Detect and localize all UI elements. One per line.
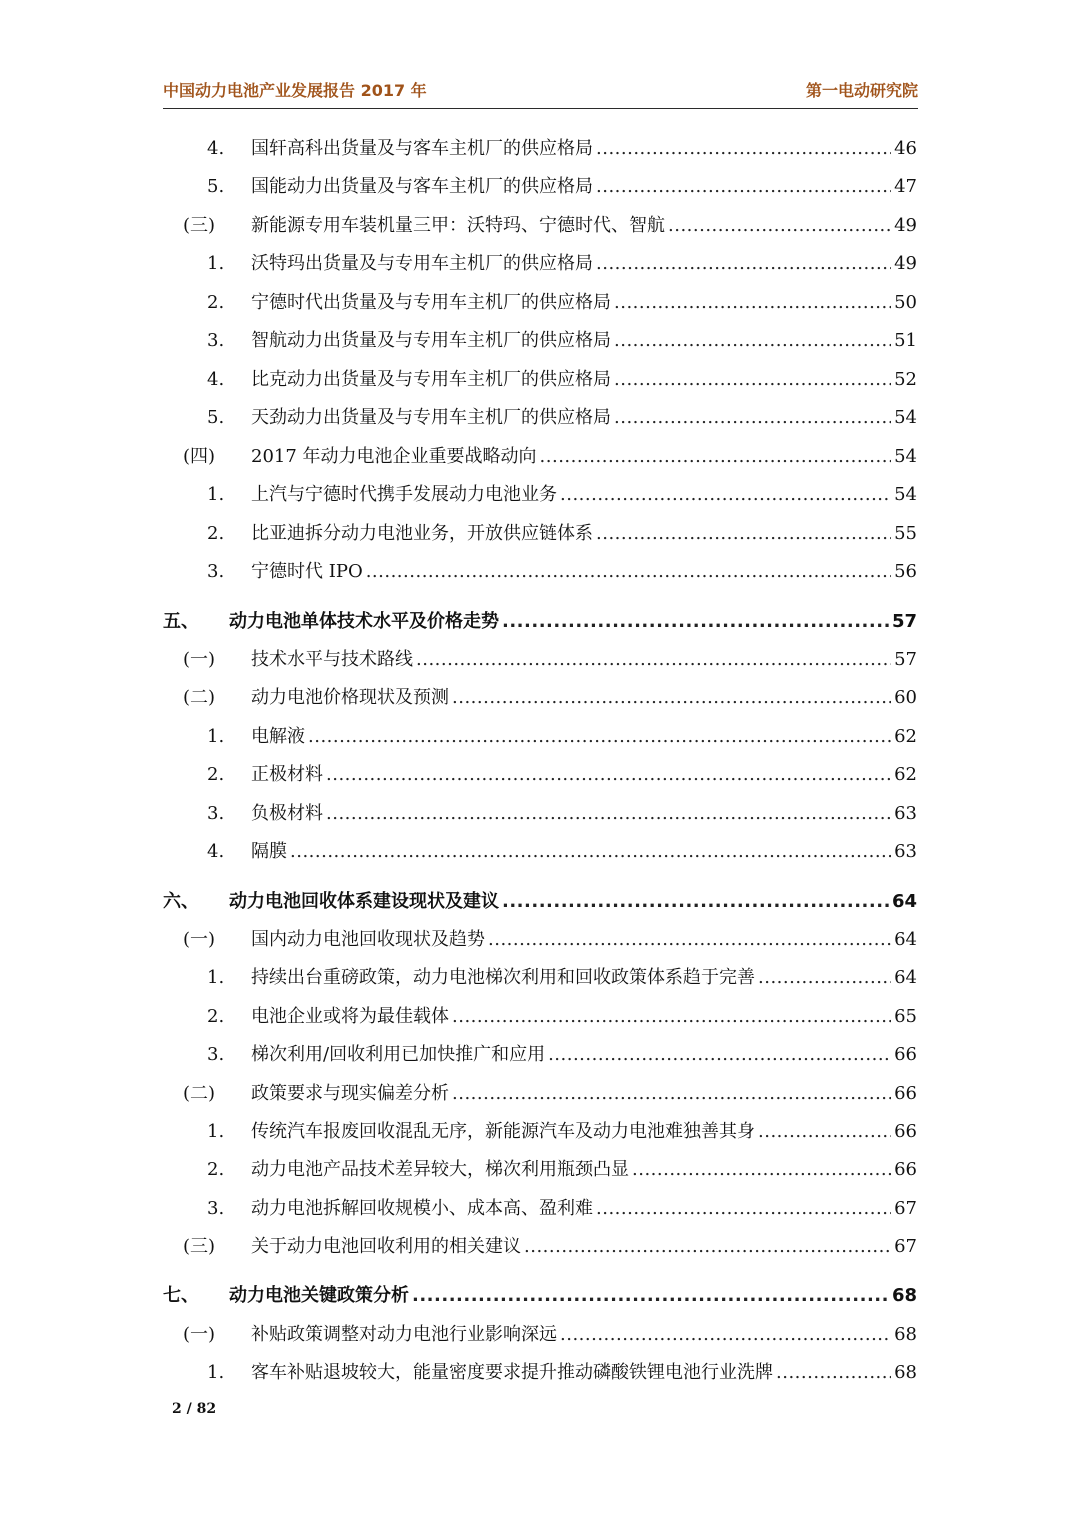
toc-dot-leader [614,290,891,316]
toc-entry-page: 68 [894,1324,917,1345]
toc-entry-title: 比克动力出货量及与专用车主机厂的供应格局 [251,369,611,390]
toc-entry-title: 动力电池单体技术水平及价格走势 [229,611,499,632]
toc-entry-title: 政策要求与现实偏差分析 [251,1083,449,1104]
toc-entry-number: 1. [207,253,225,274]
toc-entry[interactable] [163,482,917,508]
toc-dot-leader [548,1042,891,1068]
toc-entry-number: (三) [183,215,216,236]
toc-entry-page: 64 [891,891,917,912]
toc-entry-title: 比亚迪拆分动力电池业务，开放供应链体系 [251,523,593,544]
toc-entry-title: 新能源专用车装机量三甲：沃特玛、宁德时代、智航 [251,215,665,236]
toc-dot-leader [488,927,891,953]
toc-entry[interactable] [163,1234,917,1260]
toc-entry[interactable] [163,328,917,354]
toc-entry-title: 电池企业或将为最佳载体 [251,1006,449,1027]
toc-entry-page: 65 [894,1006,917,1027]
toc-entry[interactable] [163,609,917,635]
toc-entry-number: 七、 [163,1285,199,1306]
toc-entry-page: 66 [894,1044,917,1065]
toc-entry-number: 3. [207,1198,225,1219]
toc-entry-number: 5. [207,407,225,428]
toc-entry-page: 62 [894,764,917,785]
toc-entry[interactable] [163,1081,917,1107]
toc-entry-title: 动力电池回收体系建设现状及建议 [229,891,499,912]
toc-entry-title: 传统汽车报废回收混乱无序，新能源汽车及动力电池难独善其身 [251,1121,755,1142]
toc-entry-title: 宁德时代出货量及与专用车主机厂的供应格局 [251,292,611,313]
toc-entry[interactable] [163,927,917,953]
toc-entry-number: 2. [207,764,225,785]
toc-entry[interactable] [163,444,917,470]
toc-entry-number: (四) [183,446,216,467]
toc-entry-page: 67 [894,1236,917,1257]
toc-entry-title: 上汽与宁德时代携手发展动力电池业务 [251,484,557,505]
toc-entry-number: 1. [207,967,225,988]
toc-entry-title: 国轩高科出货量及与客车主机厂的供应格局 [251,138,593,159]
toc-entry-title: 负极材料 [251,803,323,824]
toc-entry[interactable] [163,685,917,711]
toc-entry-title: 动力电池产品技术差异较大，梯次利用瓶颈凸显 [251,1159,629,1180]
toc-dot-leader [596,251,891,277]
toc-dot-leader [758,965,891,991]
toc-entry-number: 2. [207,1006,225,1027]
toc-entry[interactable] [163,889,917,915]
toc-entry[interactable] [163,405,917,431]
page-number: 2 / 82 [172,1401,217,1417]
toc-entry-page: 46 [894,138,917,159]
toc-entry-number: 4. [207,369,225,390]
toc-dot-leader [452,685,891,711]
toc-entry-title: 补贴政策调整对动力电池行业影响深远 [251,1324,557,1345]
toc-entry-page: 51 [894,330,917,351]
toc-entry[interactable] [163,174,917,200]
toc-dot-leader [326,801,891,827]
toc-dot-leader [596,136,891,162]
toc-entry-number: (一) [183,1324,216,1345]
toc-entry-page: 68 [894,1362,917,1383]
toc-entry-title: 客车补贴退坡较大，能量密度要求提升推动磷酸铁锂电池行业洗牌 [251,1362,773,1383]
toc-dot-leader [290,839,891,865]
toc-dot-leader [308,724,891,750]
toc-entry[interactable] [163,1004,917,1030]
toc-entry-title: 正极材料 [251,764,323,785]
toc-entry[interactable] [163,1283,917,1309]
toc-dot-leader [452,1081,891,1107]
toc-entry-title: 隔膜 [251,841,287,862]
toc-entry[interactable] [163,801,917,827]
toc-entry-title: 持续出台重磅政策，动力电池梯次利用和回收政策体系趋于完善 [251,967,755,988]
toc-entry-number: 1. [207,726,225,747]
toc-dot-leader [668,213,891,239]
toc-entry-number: 3. [207,803,225,824]
toc-dot-leader [366,559,891,585]
toc-entry-number: (二) [183,687,216,708]
toc-entry-page: 64 [894,967,917,988]
toc-dot-leader [614,367,891,393]
toc-entry[interactable] [163,367,917,393]
toc-entry-number: (二) [183,1083,216,1104]
toc-entry[interactable] [163,559,917,585]
toc-dot-leader [560,482,891,508]
publisher-name: 第一电动研究院 [805,81,918,100]
toc-entry-title: 动力电池关键政策分析 [229,1285,409,1306]
toc-dot-leader [596,174,891,200]
toc-entry-title: 智航动力出货量及与专用车主机厂的供应格局 [251,330,611,351]
toc-dot-leader [614,328,891,354]
toc-entry-page: 66 [894,1121,917,1142]
toc-dot-leader [560,1322,891,1348]
toc-entry-number: 1. [207,484,225,505]
toc-entry-page: 57 [891,611,917,632]
toc-entry[interactable] [163,1042,917,1068]
toc-entry[interactable] [163,724,917,750]
toc-entry-number: 5. [207,176,225,197]
toc-entry-page: 54 [894,446,917,467]
toc-entry[interactable] [163,965,917,991]
toc-dot-leader [596,521,891,547]
toc-entry-page: 49 [894,215,917,236]
toc-dot-leader [614,405,891,431]
page-header [163,78,918,109]
toc-entry-number: 3. [207,330,225,351]
toc-entry[interactable] [163,1119,917,1145]
report-title: 中国动力电池产业发展报告 2017 年 [163,81,427,100]
toc-entry-number: 3. [207,561,225,582]
toc-dot-leader [540,444,892,470]
toc-entry-page: 57 [894,649,917,670]
toc-entry-number: 2. [207,1159,225,1180]
toc-entry-page: 47 [894,176,917,197]
toc-entry-number: 4. [207,841,225,862]
toc-entry-page: 54 [894,407,917,428]
toc-entry-number: (一) [183,649,216,670]
toc-entry-page: 60 [894,687,917,708]
toc-entry-page: 62 [894,726,917,747]
toc-entry[interactable] [163,521,917,547]
toc-dot-leader [502,889,889,915]
toc-entry[interactable] [163,213,917,239]
toc-entry-page: 64 [894,929,917,950]
toc-entry-number: 4. [207,138,225,159]
toc-entry-number: 1. [207,1362,225,1383]
toc-entry-title: 技术水平与技术路线 [251,649,413,670]
toc-entry-page: 55 [894,523,917,544]
toc-entry[interactable] [163,762,917,788]
toc-dot-leader [412,1283,889,1309]
toc-entry-title: 关于动力电池回收利用的相关建议 [251,1236,521,1257]
toc-entry-page: 50 [894,292,917,313]
toc-entry-page: 54 [894,484,917,505]
toc-entry-title: 天劲动力出货量及与专用车主机厂的供应格局 [251,407,611,428]
toc-entry-title: 电解液 [251,726,305,747]
toc-entry-page: 52 [894,369,917,390]
toc-entry-title: 梯次利用/回收利用已加快推广和应用 [251,1044,546,1065]
toc-entry-title: 国内动力电池回收现状及趋势 [251,929,485,950]
toc-entry-title: 国能动力出货量及与客车主机厂的供应格局 [251,176,593,197]
toc-entry-number: 五、 [163,611,199,632]
toc-dot-leader [524,1234,891,1260]
toc-entry-page: 56 [894,561,917,582]
toc-dot-leader [452,1004,891,1030]
toc-dot-leader [416,647,891,673]
toc-dot-leader [632,1157,891,1183]
toc-entry[interactable] [163,251,917,277]
toc-entry-page: 49 [894,253,917,274]
toc-entry[interactable] [163,290,917,316]
toc-entry-page: 67 [894,1198,917,1219]
toc-entry-title: 动力电池拆解回收规模小、成本高、盈利难 [251,1198,593,1219]
toc-entry-number: 2. [207,292,225,313]
toc-entry[interactable] [163,1157,917,1183]
toc-entry-title: 动力电池价格现状及预测 [251,687,449,708]
toc-entry-page: 66 [894,1083,917,1104]
toc-entry-page: 63 [894,803,917,824]
toc-dot-leader [776,1360,891,1386]
toc-entry[interactable] [163,136,917,162]
toc-dot-leader [502,609,889,635]
toc-entry-page: 63 [894,841,917,862]
toc-dot-leader [326,762,891,788]
toc-entry-number: 六、 [163,891,199,912]
toc-entry-title: 沃特玛出货量及与专用车主机厂的供应格局 [251,253,593,274]
toc-entry[interactable] [163,1196,917,1222]
toc-entry[interactable] [163,839,917,865]
toc-entry-number: 3. [207,1044,225,1065]
toc-entry-number: 1. [207,1121,225,1142]
toc-entry-title: 2017 年动力电池企业重要战略动向 [251,446,537,467]
toc-entry-number: (三) [183,1236,216,1257]
toc-dot-leader [758,1119,891,1145]
toc-entry-number: 2. [207,523,225,544]
toc-dot-leader [596,1196,891,1222]
toc-entry[interactable] [163,647,917,673]
toc-entry-number: (一) [183,929,216,950]
toc-entry-title: 宁德时代 IPO [251,561,363,582]
toc-entry-page: 68 [891,1285,917,1306]
toc-entry-page: 66 [894,1159,917,1180]
toc-entry[interactable] [163,1360,917,1386]
toc-entry[interactable] [163,1322,917,1348]
